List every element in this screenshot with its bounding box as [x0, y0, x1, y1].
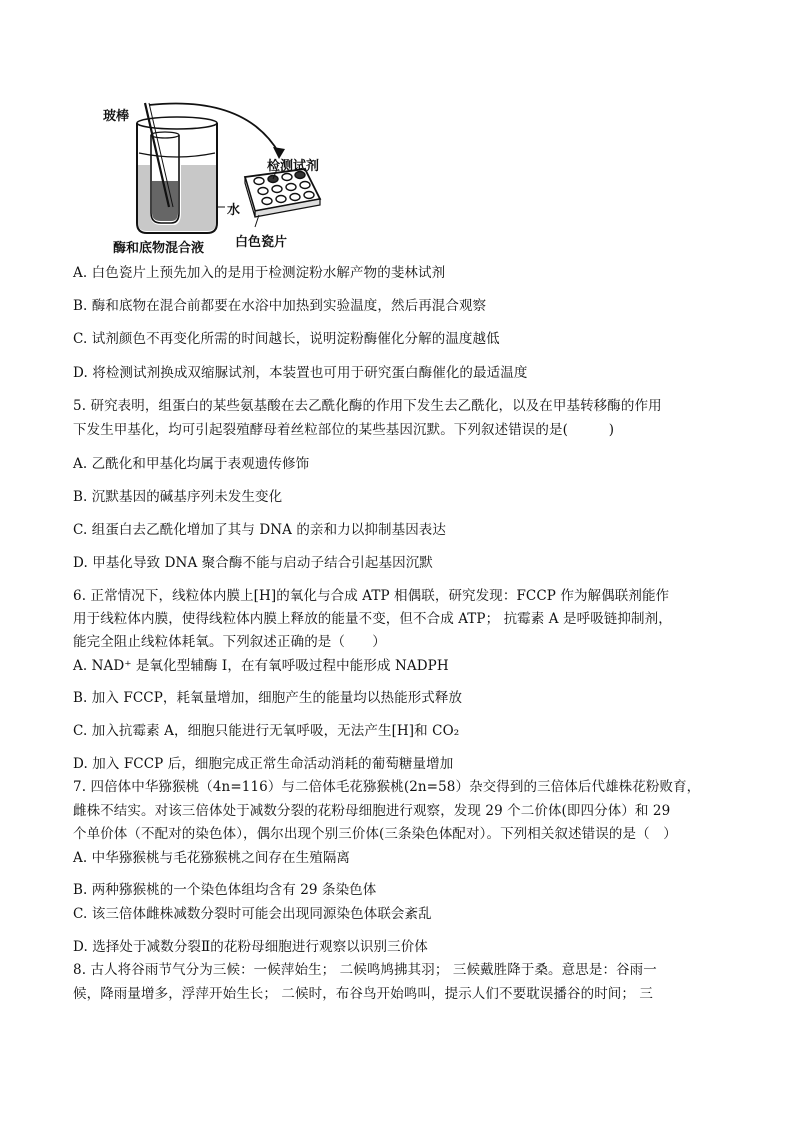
question-8-stem: 8. 古人将谷雨节气分为三候：一候萍始生； 二候鸣鸠拂其羽； 三候戴胜降于桑。意思是：谷雨一 — [73, 962, 657, 978]
option-4a: A. 白色瓷片上预先加入的是用于检测淀粉水解产物的斐林试剂 — [73, 265, 446, 281]
reagent-label: 检测试剂 — [267, 159, 320, 174]
option-5a: A. 乙酰化和甲基化均属于表观遗传修饰 — [73, 456, 310, 472]
option-7d: D. 选择处于减数分裂Ⅱ的花粉母细胞进行观察以识别三价体 — [73, 939, 428, 955]
question-5-stem-cont: 下发生甲基化，均可引起裂殖酵母着丝粒部位的某些基因沉默。下列叙述错误的是( ) — [73, 422, 615, 438]
plate-label: 白色瓷片 — [235, 235, 288, 250]
option-6a: A. NAD⁺ 是氧化型辅酶 I，在有氧呼吸过程中能形成 NADPH — [73, 658, 449, 674]
question-6-stem-cont2: 能完全阻止线粒体耗氧。下列叙述正确的是（ ） — [73, 634, 386, 650]
question-7-stem-cont2: 个单价体（不配对的染色体），偶尔出现个别三价体(三条染色体配对）。下列相关叙述错误的是（ ） — [73, 826, 677, 842]
apparatus-figure — [95, 95, 325, 255]
option-4c: C. 试剂颜色不再变化所需的时间越长，说明淀粉酶催化分解的温度越低 — [73, 331, 500, 347]
question-7-stem: 7. 四倍体中华猕猴桃（4n=116）与二倍体毛花猕猴桃(2n=58）杂交得到的三倍体后代雄株花粉败育， — [73, 779, 701, 795]
question-6-stem: 6. 正常情况下，线粒体内膜上[H]的氧化与合成 ATP 相偶联，研究发现：FCCP 作为解偶联剂能作 — [73, 588, 670, 604]
option-6b: B. 加入 FCCP，耗氧量增加，细胞产生的能量均以热能形式释放 — [73, 690, 463, 706]
apparatus-drawing — [95, 95, 325, 255]
option-7a: A. 中华猕猴桃与毛花猕猴桃之间存在生殖隔离 — [73, 850, 351, 866]
option-4b: B. 酶和底物在混合前都要在水浴中加热到实验温度，然后再混合观察 — [73, 298, 487, 314]
option-7b: B. 两种猕猴桃的一个染色体组均含有 29 条染色体 — [73, 882, 377, 898]
question-8-stem-cont: 候，降雨量增多，浮萍开始生长； 二候时，布谷鸟开始鸣叫，提示人们不要耽误播谷的时间； 三 — [73, 986, 653, 1002]
option-6c: C. 加入抗霉素 A，细胞只能进行无氧呼吸，无法产生[H]和 CO₂ — [73, 723, 460, 739]
option-7c: C. 该三倍体雌株减数分裂时可能会出现同源染色体联会紊乱 — [73, 906, 432, 922]
option-4d: D. 将检测试剂换成双缩脲试剂，本装置也可用于研究蛋白酶催化的最适温度 — [73, 365, 528, 381]
mixture-label: 酶和底物混合液 — [113, 241, 205, 256]
option-5c: C. 组蛋白去乙酰化增加了其与 DNA 的亲和力以抑制基因表达 — [73, 522, 446, 538]
question-5-stem: 5. 研究表明，组蛋白的某些氨基酸在去乙酰化酶的作用下发生去乙酰化，以及在甲基转移酶的作用 — [73, 398, 662, 414]
option-5d: D. 甲基化导致 DNA 聚合酶不能与启动子结合引起基因沉默 — [73, 555, 433, 571]
water-label: 水 — [227, 203, 241, 218]
question-7-stem-cont: 雌株不结实。对该三倍体处于减数分裂的花粉母细胞进行观察，发现 29 个二价体(即四分体）和 29 — [73, 803, 671, 819]
option-6d: D. 加入 FCCP 后，细胞完成正常生命活动消耗的葡萄糖量增加 — [73, 756, 454, 772]
question-6-stem-cont: 用于线粒体内膜，使得线粒体内膜上释放的能量不变，但不合成 ATP； 抗霉素 A 是呼吸链抑制剂， — [73, 611, 672, 627]
glass-rod-label: 玻棒 — [103, 109, 130, 124]
option-5b: B. 沉默基因的碱基序列未发生变化 — [73, 489, 283, 505]
